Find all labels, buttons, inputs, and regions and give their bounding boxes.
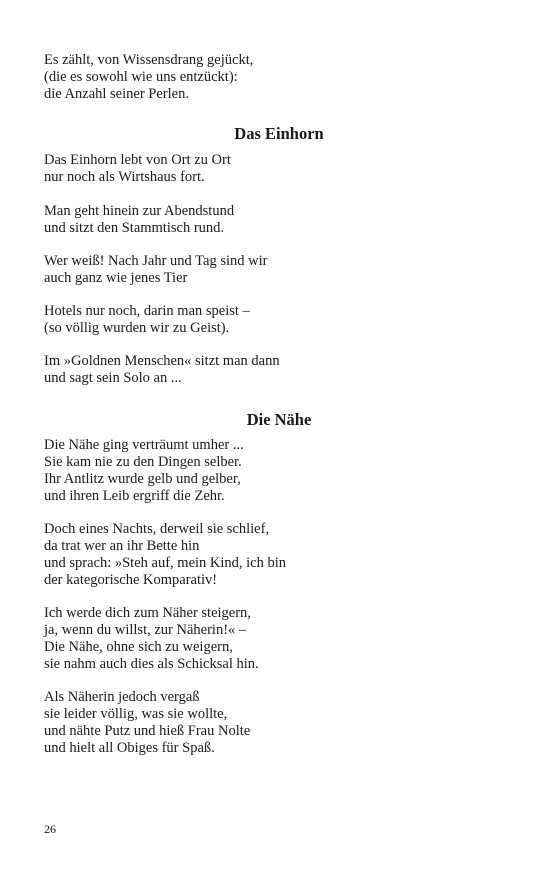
stanza [44, 203, 514, 237]
poem-line: ja, wenn du willst, zur Näherin!« – [44, 622, 247, 638]
stanza [44, 605, 514, 673]
poem-line: Als Näherin jedoch vergaß [44, 689, 200, 705]
poem-line: Sie kam nie zu den Dingen selber. [44, 454, 242, 470]
poem-line: und sagt sein Solo an ... [44, 370, 182, 386]
poem-line: sie leider völlig, was sie wollte, [44, 706, 228, 722]
poem-line: und hielt all Obiges für Spaß. [44, 740, 215, 756]
page-number: 26 [44, 822, 56, 836]
stanza [44, 521, 514, 589]
stanza [44, 253, 514, 287]
poem-line: Es zählt, von Wissensdrang gejückt, [44, 52, 254, 68]
poem-line: die Anzahl seiner Perlen. [44, 86, 189, 102]
poem-title-einhorn: Das Einhorn [234, 124, 324, 143]
poem-line: und nähte Putz und hieß Frau Nolte [44, 723, 251, 739]
poem-line: nur noch als Wirtshaus fort. [44, 169, 205, 185]
stanza [44, 152, 514, 186]
poem-line: Im »Goldnen Menschen« sitzt man dann [44, 353, 280, 369]
poem-line: sie nahm auch dies als Schicksal hin. [44, 656, 259, 672]
stanza [44, 353, 514, 387]
poem-line: Ich werde dich zum Näher steigern, [44, 605, 251, 621]
poem-line: Man geht hinein zur Abendstund [44, 203, 235, 219]
poem-line: (so völlig wurden wir zu Geist). [44, 320, 230, 336]
stanza [44, 437, 514, 505]
poem-line: Hotels nur noch, darin man speist – [44, 303, 250, 319]
poem-line: Wer weiß! Nach Jahr und Tag sind wir [44, 253, 268, 269]
poem-line: auch ganz wie jenes Tier [44, 270, 188, 286]
poem-line: da trat wer an ihr Bette hin [44, 538, 200, 554]
poem-line: Doch eines Nachts, derweil sie schlief, [44, 521, 270, 537]
stanza-continuation [44, 52, 514, 103]
poem-line: Ihr Antlitz wurde gelb und gelber, [44, 471, 241, 487]
stanza [44, 303, 514, 337]
poem-line: der kategorische Komparativ! [44, 572, 218, 588]
poem-line: und ihren Leib ergriff die Zehr. [44, 488, 225, 504]
stanza [44, 689, 514, 757]
poem-line: und sitzt den Stammtisch rund. [44, 220, 225, 236]
poem-line: und sprach: »Steh auf, mein Kind, ich bin [44, 555, 287, 571]
poem-line: Die Nähe, ohne sich zu weigern, [44, 639, 233, 655]
poem-line: Das Einhorn lebt von Ort zu Ort [44, 152, 231, 168]
poem-line: Die Nähe ging verträumt umher ... [44, 437, 244, 453]
poem-title-naehe: Die Nähe [246, 410, 312, 429]
poem-line: (die es sowohl wie uns entzückt): [44, 69, 238, 85]
